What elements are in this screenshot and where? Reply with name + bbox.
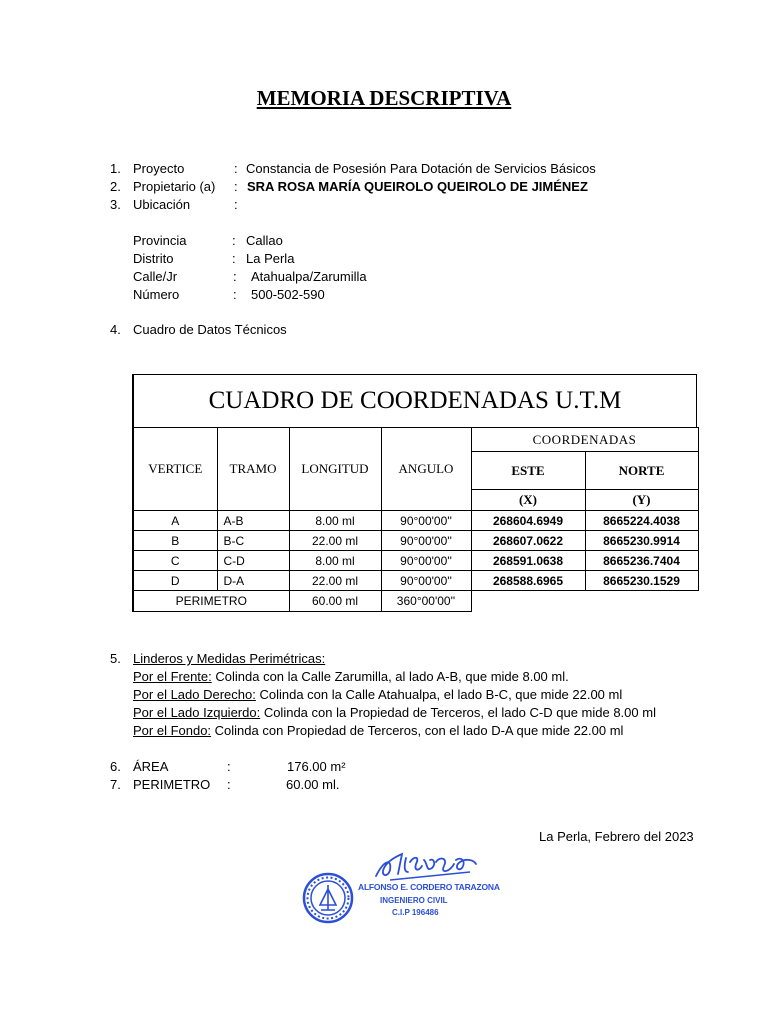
cell-angulo: 90°00'00'' (381, 551, 471, 571)
header-este: ESTE (471, 452, 585, 490)
header-vertice: VERTICE (133, 428, 217, 511)
document-title: MEMORIA DESCRIPTIVA (256, 86, 512, 110)
ubicacion-colon: : (233, 269, 237, 284)
item-number: 3. (110, 197, 121, 212)
cell-tramo: A-B (217, 511, 289, 531)
lindero-text: Colinda con Propiedad de Terceros, con el lado D-A que mide 22.00 ml (211, 723, 624, 738)
ubicacion-colon: : (233, 287, 237, 302)
item-label: PERIMETRO (133, 777, 211, 792)
lindero-line (133, 723, 623, 738)
header-norte: NORTE (585, 452, 698, 490)
cell-norte: 8665230.1529 (585, 571, 698, 591)
ubicacion-label: Distrito (133, 251, 174, 266)
area-unit: m² (330, 759, 346, 774)
table-row (133, 511, 698, 531)
item-colon: : (234, 197, 238, 212)
ubicacion-value: Atahualpa/Zarumilla (251, 269, 367, 284)
cell-vertice: D (133, 571, 217, 591)
item-number: 4. (110, 322, 121, 337)
coordinates-table (132, 427, 699, 612)
header-tramo: TRAMO (217, 428, 289, 511)
item-number: 7. (110, 777, 121, 792)
item-value: Constancia de Posesión Para Dotación de Servicios Básicos (246, 161, 596, 176)
ubicacion-label: Número (133, 287, 180, 302)
perimetro-angulo: 360°00'00'' (381, 591, 471, 612)
cell-tramo: D-A (217, 571, 289, 591)
ubicacion-label: Calle/Jr (133, 269, 178, 284)
lindero-text: Colinda con la Calle Atahualpa, el lado B-C, que mide 22.00 ml (255, 687, 623, 702)
cell-vertice: B (133, 531, 217, 551)
cell-tramo: B-C (217, 531, 289, 551)
perimetro-longitud: 60.00 ml (289, 591, 381, 612)
header-coordenadas: COORDENADAS (471, 428, 698, 452)
cell-norte: 8665236.7404 (585, 551, 698, 571)
table-row (133, 551, 698, 571)
lindero-lead: Por el Frente: (133, 669, 212, 684)
item-label: ÁREA (133, 759, 169, 774)
lindero-line (133, 669, 569, 684)
cell-este: 268591.0638 (471, 551, 585, 571)
item-label: Proyecto (133, 161, 185, 176)
lindero-line (133, 687, 622, 702)
item-colon: : (227, 759, 231, 774)
cell-angulo: 90°00'00'' (381, 511, 471, 531)
table-row (133, 531, 698, 551)
item-label: Linderos y Medidas Perimétricas: (133, 651, 326, 666)
engineer-cip: C.I.P 196486 (392, 908, 439, 917)
cell-longitud: 22.00 ml (289, 531, 381, 551)
cell-este: 268604.6949 (471, 511, 585, 531)
engineer-name: ALFONSO E. CORDERO TARAZONA (358, 882, 500, 892)
item-colon: : (227, 777, 231, 792)
cell-este: 268588.6965 (471, 571, 585, 591)
item-label: Propietario (a) (133, 179, 216, 194)
lindero-text: Colinda con la Calle Zarumilla, al lado A-B, que mide 8.00 ml. (211, 669, 569, 684)
item-label: Ubicación (133, 197, 191, 212)
header-angulo: ANGULO (381, 428, 471, 511)
engineer-seal-icon (302, 872, 354, 924)
cell-vertice: C (133, 551, 217, 571)
cell-longitud: 8.00 ml (289, 511, 381, 531)
item-number: 2. (110, 179, 121, 194)
header-longitud: LONGITUD (289, 428, 381, 511)
header-y: (Y) (585, 490, 698, 511)
area-value (287, 759, 346, 774)
perimetro-label: PERIMETRO (133, 591, 289, 612)
handwritten-signature (370, 850, 480, 882)
lindero-lead: Por el Lado Izquierdo: (133, 705, 261, 720)
item-number: 1. (110, 161, 121, 176)
area-number: 176.00 (287, 759, 327, 774)
lindero-lead: Por el Fondo: (133, 723, 212, 738)
cell-angulo: 90°00'00'' (381, 531, 471, 551)
lindero-text: Colinda con la Propiedad de Terceros, el lado C-D que mide 8.00 ml (260, 705, 656, 720)
item-label: Cuadro de Datos Técnicos (133, 322, 287, 337)
cell-tramo: C-D (217, 551, 289, 571)
ubicacion-value: La Perla (246, 251, 295, 266)
header-x: (X) (471, 490, 585, 511)
lindero-lead: Por el Lado Derecho: (133, 687, 256, 702)
item-number: 6. (110, 759, 121, 774)
ubicacion-label: Provincia (133, 233, 187, 248)
table-row (133, 571, 698, 591)
ubicacion-value: Callao (246, 233, 283, 248)
item-number: 5. (110, 651, 121, 666)
cell-longitud: 22.00 ml (289, 571, 381, 591)
cell-longitud: 8.00 ml (289, 551, 381, 571)
perimetro-row (133, 591, 698, 612)
ubicacion-value: 500-502-590 (251, 287, 325, 302)
cell-norte: 8665230.9914 (585, 531, 698, 551)
table-title: CUADRO DE COORDENADAS U.T.M (132, 374, 697, 428)
item-value: 60.00 ml. (286, 777, 340, 792)
item-colon: : (234, 161, 238, 176)
cell-angulo: 90°00'00'' (381, 571, 471, 591)
cell-vertice: A (133, 511, 217, 531)
ubicacion-colon: : (232, 251, 236, 266)
cell-norte: 8665224.4038 (585, 511, 698, 531)
ubicacion-colon: : (232, 233, 236, 248)
item-colon: : (234, 179, 238, 194)
place-date: La Perla, Febrero del 2023 (539, 829, 694, 844)
cell-este: 268607.0622 (471, 531, 585, 551)
item-value: SRA ROSA MARÍA QUEIROLO QUEIROLO DE JIMÉNEZ (247, 179, 588, 194)
lindero-line (133, 705, 656, 720)
engineer-role: INGENIERO CIVIL (380, 896, 448, 905)
